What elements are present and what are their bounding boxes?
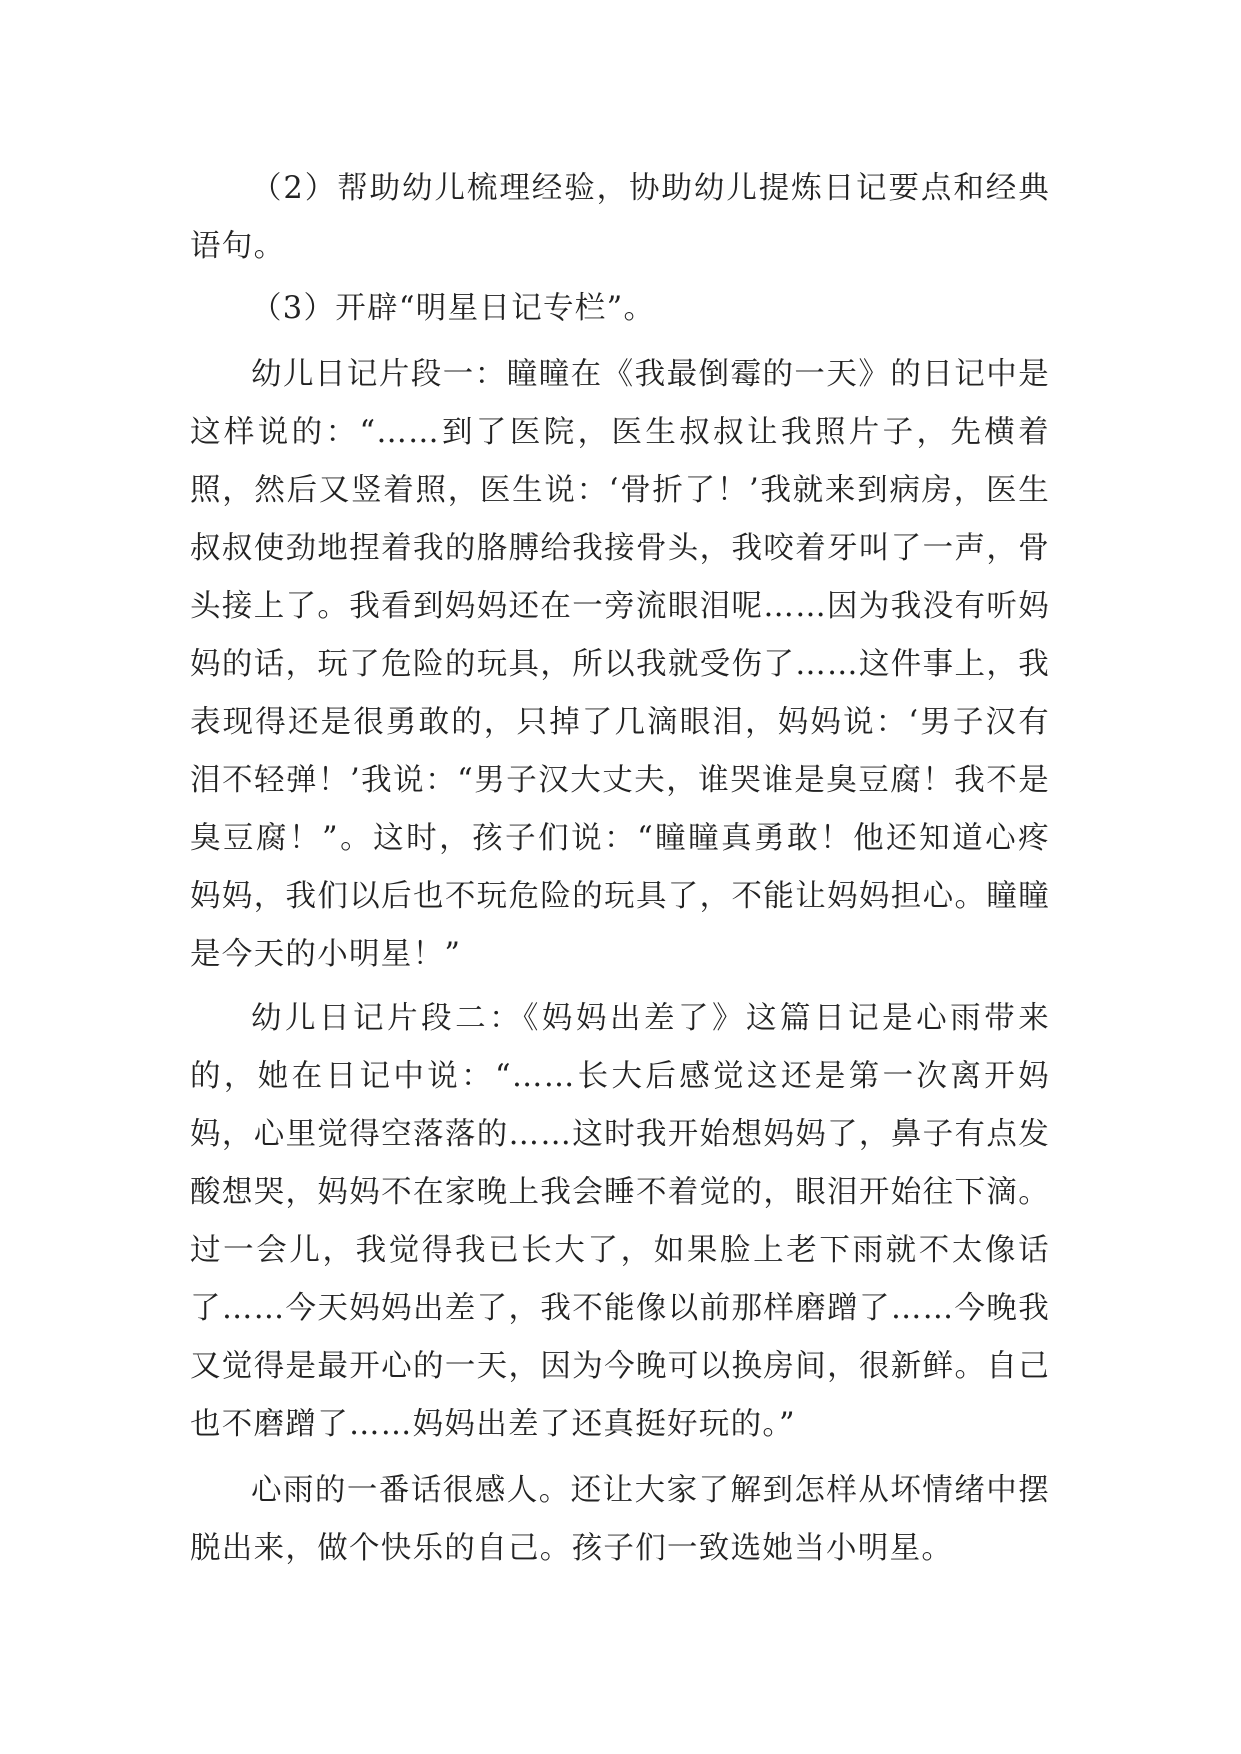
paragraph-diary-excerpt-2: 幼儿日记片段二：《妈妈出差了》这篇日记是心雨带来的，她在日记中说：“……长大后感觉这还是第一次离开妈妈，心里觉得空落落的……这时我开始想妈妈了，鼻子有点发酸想哭，妈妈不在家晚上我会睡不着觉的，眼泪开始往下滴。过一会儿，我觉得我已长大了，如果脸上老下雨就不太像话了……今天妈妈出差了，我不能像以前那样磨蹭了……今晚我又觉得是最开心的一天，因为今晚可以换房间，很新鲜。自己也不磨蹭了……妈妈出差了还真挺好玩的。” [190, 1001, 1050, 1442]
document-body [190, 160, 1050, 1586]
paragraph-conclusion: 心雨的一番话很感人。还让大家了解到怎样从坏情绪中摆脱出来，做个快乐的自己。孩子们一致选她当小明星。 [190, 1473, 1050, 1566]
paragraph-step-3: （3）开辟“明星日记专栏”。 [251, 291, 656, 326]
paragraph-step-2: （2）帮助幼儿梳理经验，协助幼儿提炼日记要点和经典语句。 [190, 171, 1050, 264]
paragraph-diary-excerpt-1: 幼儿日记片段一：瞳瞳在《我最倒霉的一天》的日记中是这样说的：“……到了医院，医生叔叔让我照片子，先横着照，然后又竖着照，医生说：‘骨折了！’我就来到病房，医生叔叔使劲地捏着我的胳膊给我接骨头，我咬着牙叫了一声，骨头接上了。我看到妈妈还在一旁流眼泪呢……因为我没有听妈妈的话，玩了危险的玩具，所以我就受伤了……这件事上，我表现得还是很勇敢的，只掉了几滴眼泪，妈妈说：‘男子汉有泪不轻弹！’我说：“男子汉大丈夫，谁哭谁是臭豆腐！我不是臭豆腐！”。这时，孩子们说：“瞳瞳真勇敢！他还知道心疼妈妈，我们以后也不玩危险的玩具了，不能让妈妈担心。瞳瞳是今天的小明星！” [190, 357, 1050, 972]
